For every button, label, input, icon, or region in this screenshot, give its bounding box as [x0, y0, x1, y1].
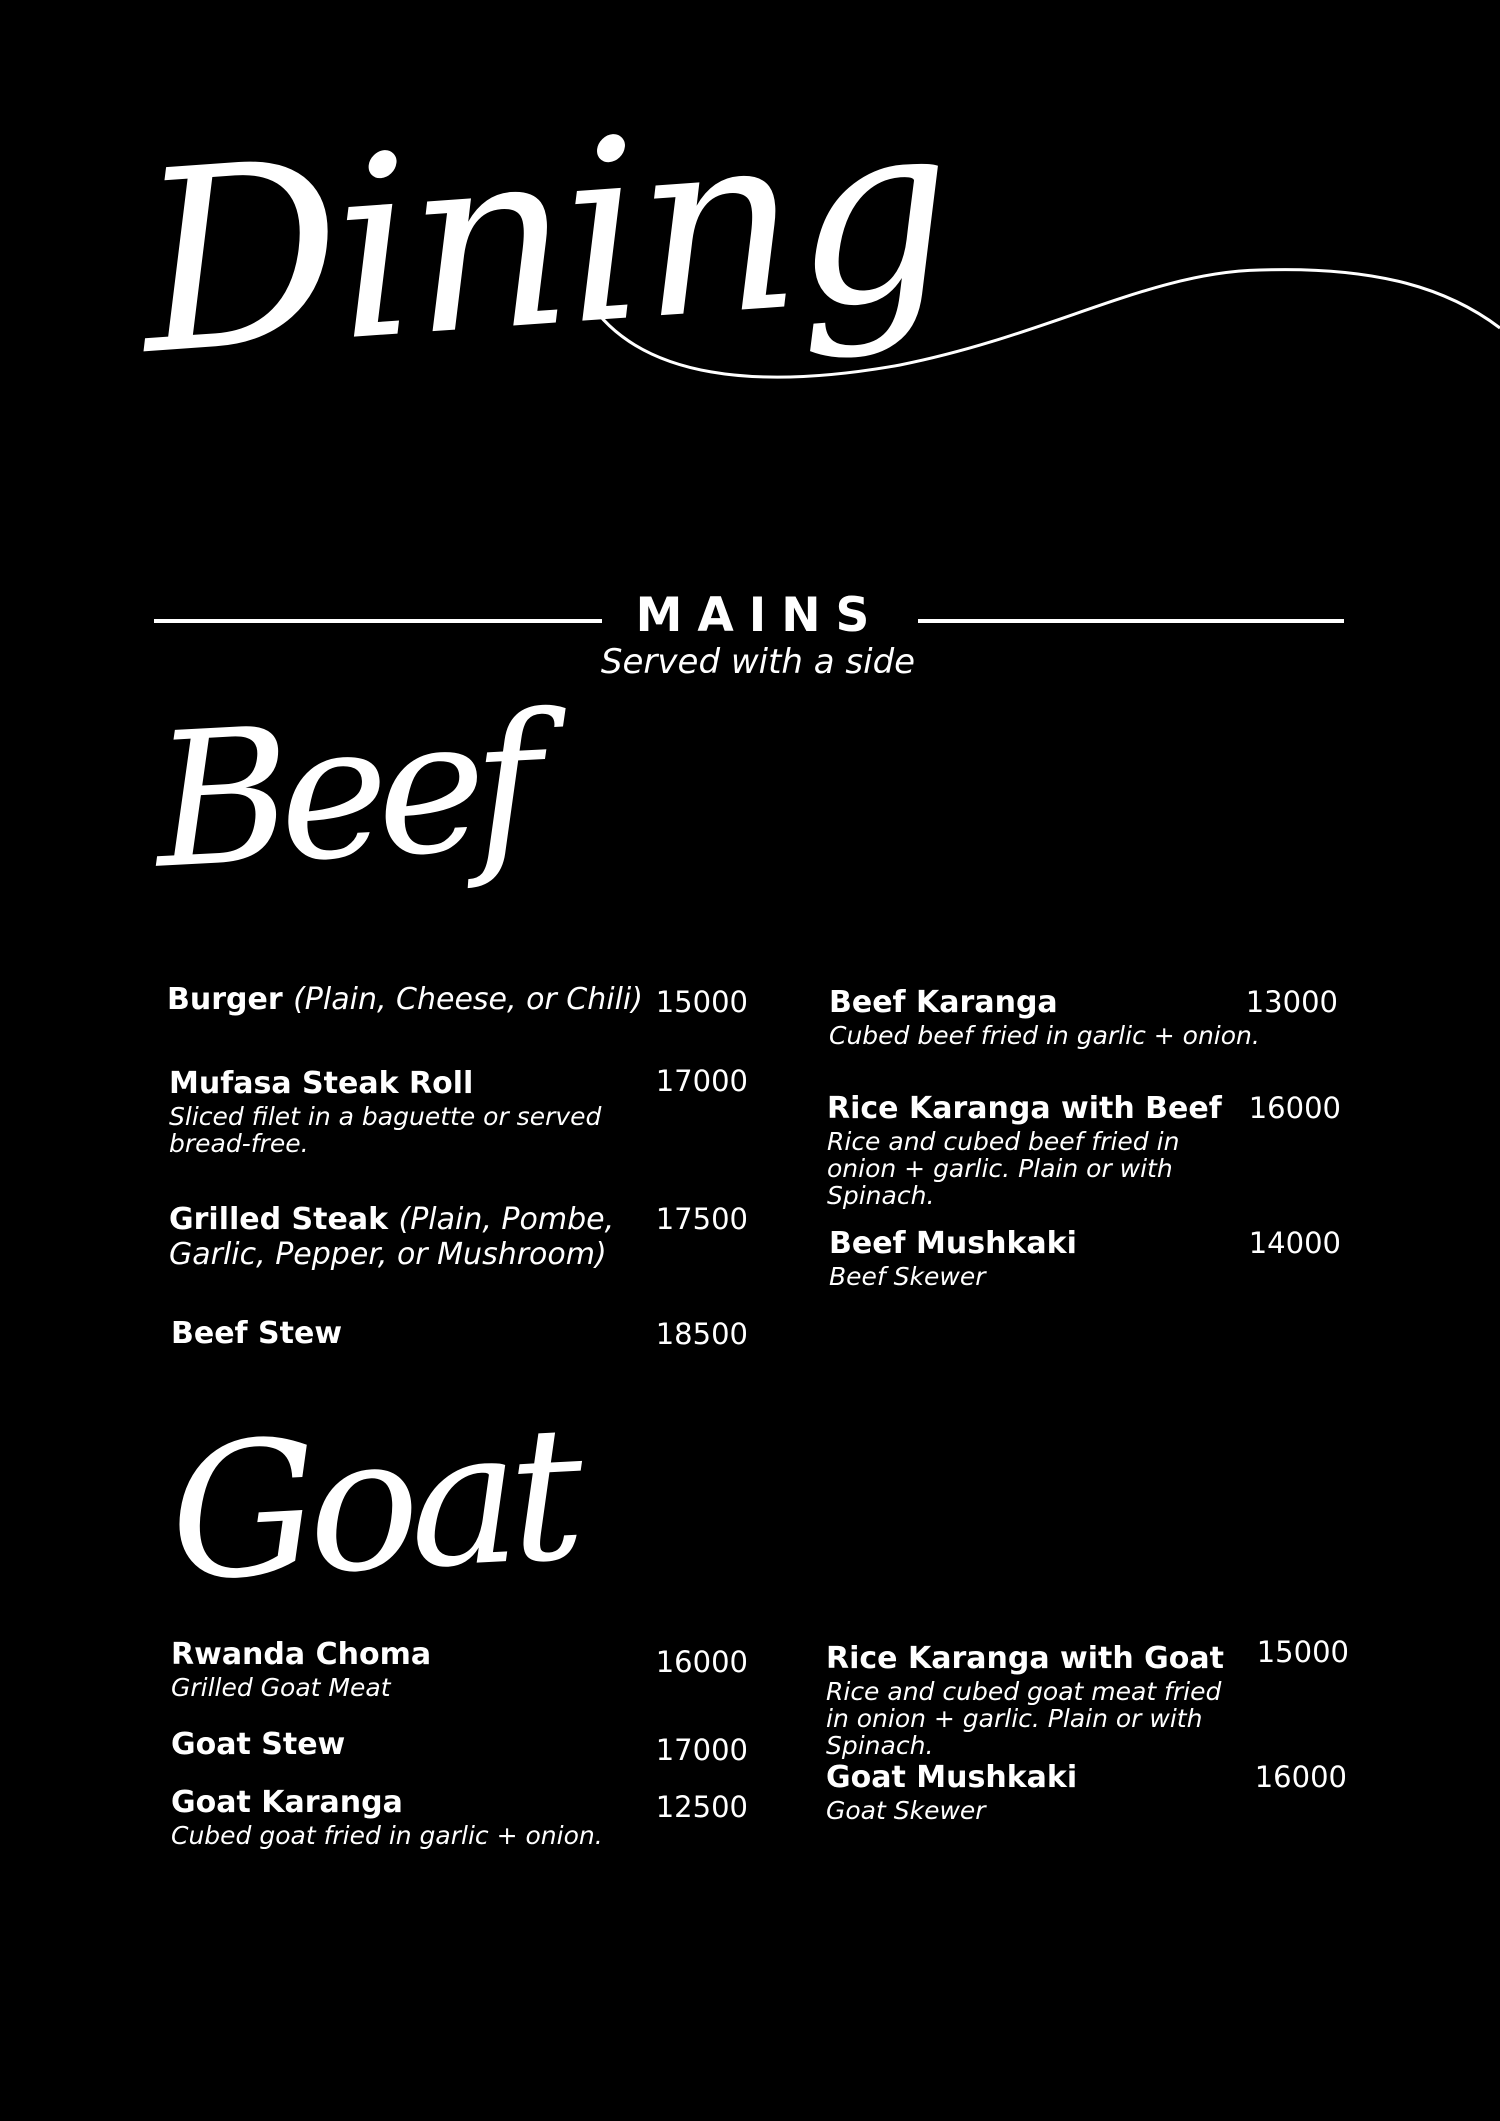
- item-price: 15000: [1256, 1635, 1349, 1669]
- item-description: Cubed goat fried in garlic + onion.: [171, 1821, 603, 1850]
- menu-item: [167, 982, 643, 1017]
- item-name: Grilled Steak: [169, 1202, 389, 1237]
- item-options: (Plain, Pombe,: [398, 1202, 615, 1237]
- item-price: 17000: [655, 1064, 748, 1098]
- item-price: 17500: [655, 1202, 748, 1236]
- item-price: 15000: [655, 985, 748, 1019]
- beef-heading: Beef: [149, 674, 536, 910]
- menu-item: [171, 1316, 342, 1351]
- section-heading: MAINS: [635, 588, 885, 643]
- item-name: Mufasa Steak Roll: [169, 1066, 474, 1101]
- menu-item: [169, 1066, 639, 1157]
- item-options: (Plain, Cheese, or Chili): [293, 982, 643, 1017]
- item-description: Rice and cubed beef fried in onion + garlic. Plain or with Spinach.: [827, 1127, 1180, 1210]
- item-name: Rwanda Choma: [171, 1637, 432, 1672]
- goat-heading: Goat: [164, 1385, 580, 1623]
- menu-item: [826, 1641, 1246, 1759]
- item-name: Burger: [167, 982, 283, 1017]
- item-price: 12500: [655, 1790, 748, 1824]
- item-description: Goat Skewer: [826, 1796, 986, 1825]
- menu-item: [171, 1727, 345, 1762]
- menu-item: [827, 1091, 1227, 1209]
- item-description: Rice and cubed goat meat fried in onion + garlic. Plain or with Spinach.: [826, 1677, 1222, 1760]
- item-description: Sliced filet in a baguette or served bread-free.: [169, 1102, 602, 1158]
- item-name: Goat Stew: [171, 1727, 346, 1762]
- section-subheading: Served with a side: [600, 642, 916, 682]
- menu-item: [826, 1760, 1246, 1824]
- item-price: 16000: [1248, 1091, 1341, 1125]
- item-price: 16000: [1254, 1760, 1347, 1794]
- menu-title: Dining: [131, 63, 956, 410]
- item-price: 14000: [1248, 1226, 1341, 1260]
- item-description: Beef Skewer: [829, 1262, 986, 1291]
- item-description: Grilled Goat Meat: [171, 1673, 391, 1702]
- decorative-swoosh: [0, 0, 1500, 420]
- item-name: Rice Karanga with Beef: [827, 1091, 1222, 1126]
- item-name: Rice Karanga with Goat: [826, 1641, 1224, 1676]
- item-name: Goat Karanga: [171, 1785, 403, 1820]
- item-price: 16000: [655, 1645, 748, 1679]
- item-price: 17000: [655, 1733, 748, 1767]
- item-name: Beef Karanga: [829, 985, 1058, 1020]
- item-name: Goat Mushkaki: [826, 1760, 1078, 1795]
- item-options-cont: Garlic, Pepper, or Mushroom): [169, 1237, 607, 1272]
- item-price: 18500: [655, 1317, 748, 1351]
- item-name: Beef Mushkaki: [829, 1226, 1077, 1261]
- menu-item: [169, 1202, 614, 1272]
- item-description: Cubed beef fried in garlic + onion.: [829, 1021, 1260, 1050]
- item-name: Beef Stew: [171, 1316, 343, 1351]
- menu-item: [829, 1226, 1229, 1290]
- menu-item: [171, 1637, 641, 1701]
- item-price: 13000: [1245, 985, 1338, 1019]
- menu-item: [171, 1785, 641, 1849]
- divider-right: [918, 619, 1344, 623]
